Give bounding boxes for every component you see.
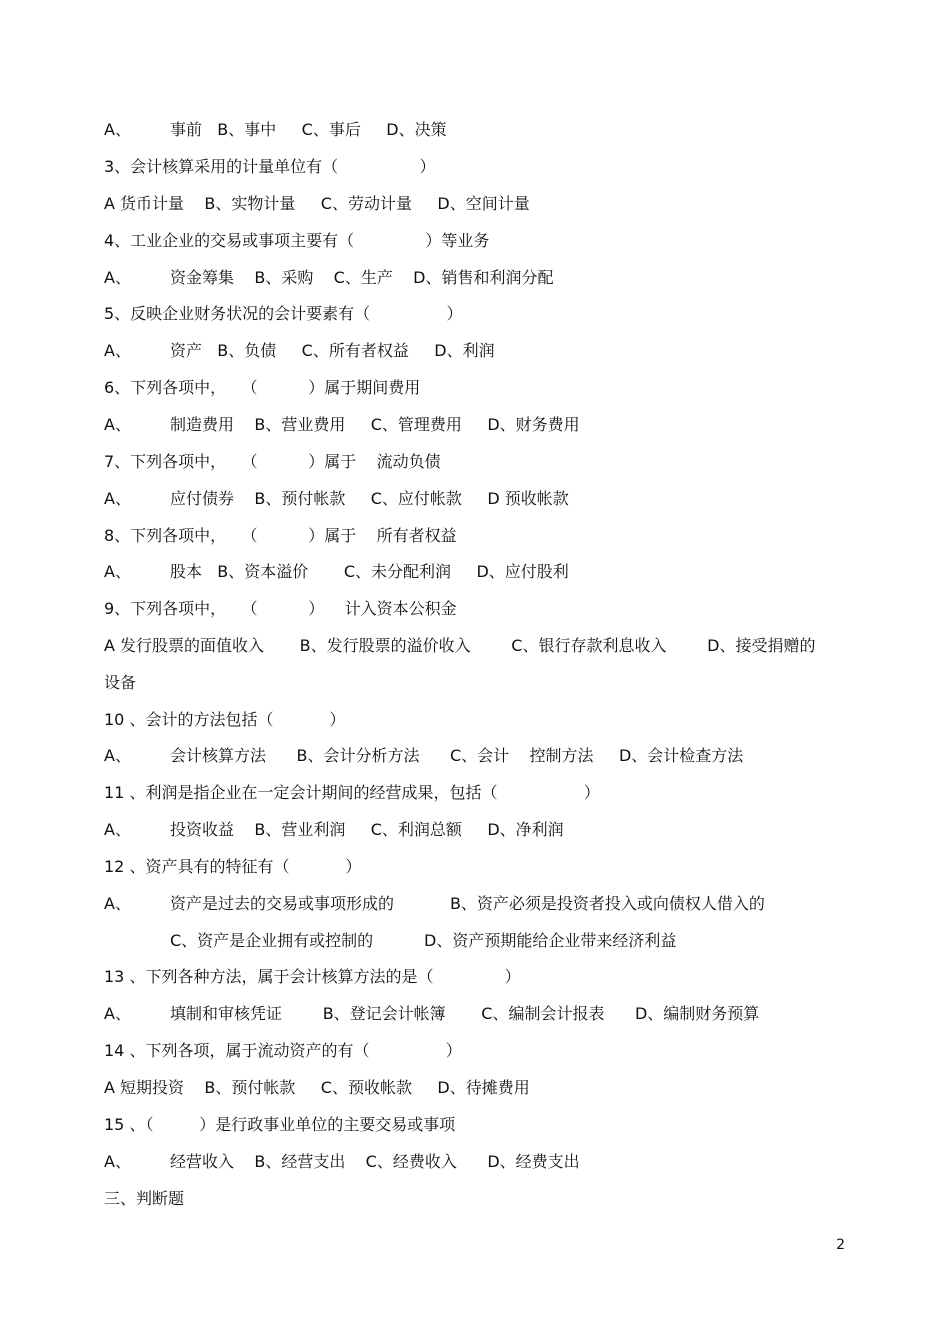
line-text: 事前 B、事中 C、事后 D、决策: [170, 120, 447, 139]
line-text: 8、下列各项中， （ ）属于 所有者权益: [104, 526, 457, 545]
answer-options-line: [104, 341, 844, 361]
line-text: A 货币计量 B、实物计量 C、劳动计量 D、空间计量: [104, 194, 530, 213]
question-line: [104, 710, 844, 730]
answer-options-line: [104, 636, 844, 656]
option-prefix: A、: [104, 120, 131, 139]
answer-options-line: [104, 415, 844, 435]
line-text: 会计核算方法 B、会计分析方法 C、会计 控制方法 D、会计检查方法: [170, 746, 744, 765]
answer-options-line: [104, 268, 844, 288]
question-line: [104, 231, 844, 251]
answer-options-line: [104, 1078, 844, 1098]
line-text: 经营收入 B、经营支出 C、经费收入 D、经费支出: [170, 1152, 580, 1171]
line-text: 股本 B、资本溢价 C、未分配利润 D、应付股利: [170, 562, 569, 581]
line-text: 10 、会计的方法包括（ ）: [104, 710, 346, 729]
line-text: 资金筹集 B、采购 C、生产 D、销售和利润分配: [170, 268, 554, 287]
line-text: 资产 B、负债 C、所有者权益 D、利润: [170, 341, 495, 360]
question-line: [104, 783, 844, 803]
line-text: 填制和审核凭证 B、登记会计帐簿 C、编制会计报表 D、编制财务预算: [170, 1004, 760, 1023]
line-text: 14 、下列各项，属于流动资产的有（ ）: [104, 1041, 462, 1060]
option-prefix: A、: [104, 1004, 131, 1023]
option-indent: [104, 931, 170, 951]
line-text: 5、反映企业财务状况的会计要素有（ ）: [104, 304, 463, 323]
answer-options-line: [104, 931, 844, 951]
line-text: 7、下列各项中， （ ）属于 流动负债: [104, 452, 441, 471]
answer-options-line: [104, 562, 844, 582]
line-text: 12 、资产具有的特征有（ ）: [104, 857, 362, 876]
question-line: [104, 304, 844, 324]
line-text: A 短期投资 B、预付帐款 C、预收帐款 D、待摊费用: [104, 1078, 530, 1097]
line-text: 应付债券 B、预付帐款 C、应付帐款 D 预收帐款: [170, 489, 569, 508]
line-text: 三、判断题: [104, 1189, 185, 1208]
line-text: 9、下列各项中， （ ） 计入资本公积金: [104, 599, 457, 618]
answer-options-line: [104, 746, 844, 766]
line-text: 3、会计核算采用的计量单位有（ ）: [104, 157, 436, 176]
question-line: [104, 857, 844, 877]
option-prefix: A、: [104, 489, 131, 508]
option-prefix: A、: [104, 820, 131, 839]
line-text: 13 、下列各种方法，属于会计核算方法的是（ ）: [104, 967, 521, 986]
line-text: 11 、利润是指企业在一定会计期间的经营成果，包括（ ）: [104, 783, 600, 802]
line-text: 投资收益 B、营业利润 C、利润总额 D、净利润: [170, 820, 564, 839]
question-line: [104, 526, 844, 546]
answer-options-line: [104, 894, 844, 914]
option-prefix: A、: [104, 415, 131, 434]
option-prefix: A、: [104, 746, 131, 765]
question-line: [104, 1041, 844, 1061]
option-prefix: A、: [104, 562, 131, 581]
section-heading: [104, 1189, 844, 1209]
line-text: 15 、（ ）是行政事业单位的主要交易或事项: [104, 1115, 456, 1134]
line-text: 制造费用 B、营业费用 C、管理费用 D、财务费用: [170, 415, 580, 434]
question-line: [104, 673, 844, 693]
option-prefix: A、: [104, 1152, 131, 1171]
answer-options-line: [104, 1152, 844, 1172]
answer-options-line: [104, 194, 844, 214]
line-text: 4、工业企业的交易或事项主要有（ ）等业务: [104, 231, 490, 250]
answer-options-line: [104, 489, 844, 509]
line-text: 资产是过去的交易或事项形成的 B、资产必须是投资者投入或向债权人借入的: [170, 894, 765, 913]
line-text: 设备: [104, 673, 137, 692]
option-prefix: A、: [104, 894, 131, 913]
question-line: [104, 452, 844, 472]
answer-options-line: [104, 120, 844, 140]
question-line: [104, 599, 844, 619]
option-prefix: A、: [104, 341, 131, 360]
answer-options-line: [104, 1004, 844, 1024]
page-number: 2: [836, 1237, 845, 1253]
question-line: [104, 157, 844, 177]
option-prefix: A、: [104, 268, 131, 287]
line-text: 6、下列各项中， （ ）属于期间费用: [104, 378, 421, 397]
question-line: [104, 967, 844, 987]
answer-options-line: [104, 820, 844, 840]
question-line: [104, 1115, 844, 1135]
line-text: A 发行股票的面值收入 B、发行股票的溢价收入 C、银行存款利息收入 D、接受捐赠的: [104, 636, 816, 655]
line-text: C、资产是企业拥有或控制的 D、资产预期能给企业带来经济利益: [170, 931, 677, 950]
question-line: [104, 378, 844, 398]
